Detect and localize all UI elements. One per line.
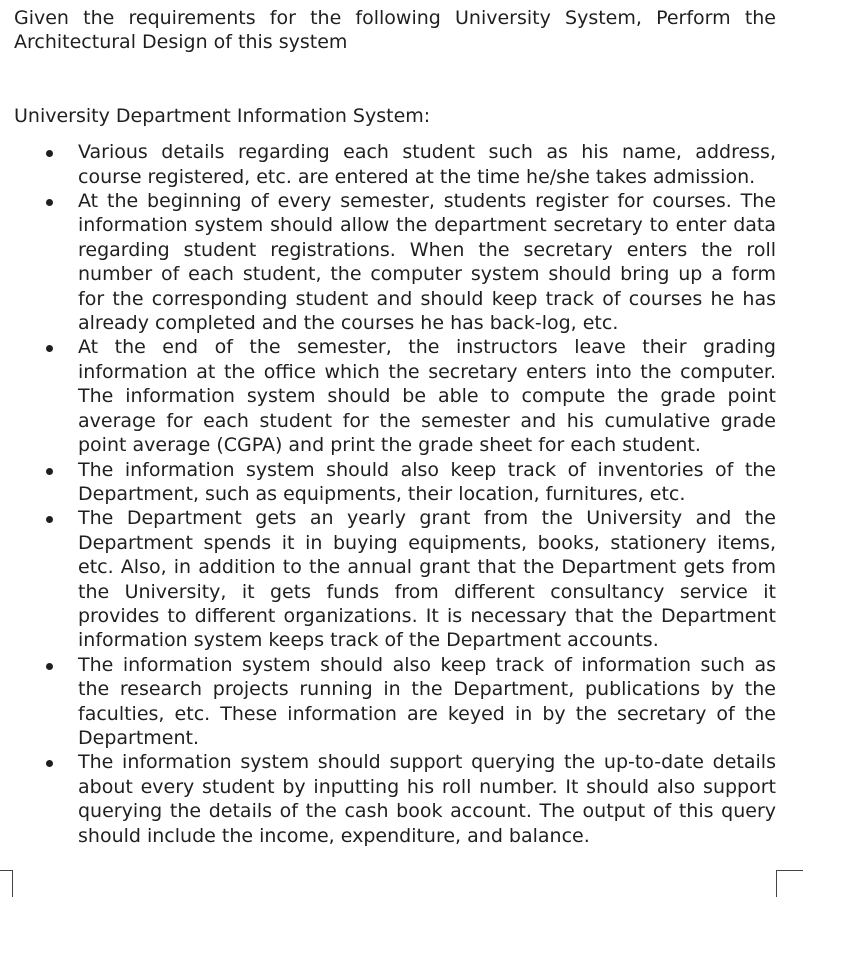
list-item-text: At the beginning of every semester, students register for courses. The information system should allow the department secretary to enter data regarding student registrations. When the secretary enters the roll number of each student, the computer system should bring up a form for the corresponding student and should keep track of courses he has already completed and the courses he has back-log, etc. (78, 190, 776, 335)
list-item-text: The information system should also keep track of inventories of the Department, such as equipments, their location, furnitures, etc. (78, 458, 776, 505)
bullet-icon (46, 199, 53, 206)
list-item (14, 189, 776, 335)
intro-paragraph: Given the requirements for the following University System, Perform the Architectural Design of this system (14, 7, 776, 54)
bullet-icon (46, 516, 53, 523)
list-item (14, 140, 776, 189)
bullet-icon (46, 468, 53, 475)
page-corner-mark-right (776, 870, 803, 897)
list-item-text: The information system should support querying the up-to-date details about every student by inputting his roll number. It should also support querying the details of the cash book account. The output of this query should include the income, expenditure, and balance. (78, 751, 776, 847)
list-item (14, 458, 776, 507)
requirements-list (14, 140, 776, 848)
bullet-icon (46, 345, 53, 352)
page-corner-mark-left (0, 870, 13, 897)
bullet-icon (46, 663, 53, 670)
list-item-text: The Department gets an yearly grant from the University and the Department spends it in buying equipments, books, stationery items, etc. Also, in addition to the annual grant that the Department gets from the University, it gets funds from different consultancy service it provides to different organizations. It is necessary that the Department information system keeps track of the Department accounts. (78, 507, 776, 652)
bullet-icon (46, 150, 53, 157)
list-item (14, 335, 776, 457)
list-item (14, 506, 776, 652)
list-item-text: The information system should also keep track of information such as the research projects running in the Department, publications by the faculties, etc. These information are keyed in by the secretary of the Department. (78, 653, 776, 749)
section-heading: University Department Information System: (14, 104, 431, 127)
list-item (14, 750, 776, 848)
list-item-text: Various details regarding each student such as his name, address, course registered, etc. are entered at the time he/she takes admission. (78, 141, 776, 188)
list-item-text: At the end of the semester, the instructors leave their grading information at the office which the secretary enters into the computer. The information system should be able to compute the grade point average for each student for the semester and his cumulative grade point average (CGPA) and print the grade sheet for each student. (78, 336, 776, 457)
document-page (14, 6, 776, 848)
bullet-icon (46, 760, 53, 767)
list-item (14, 653, 776, 751)
